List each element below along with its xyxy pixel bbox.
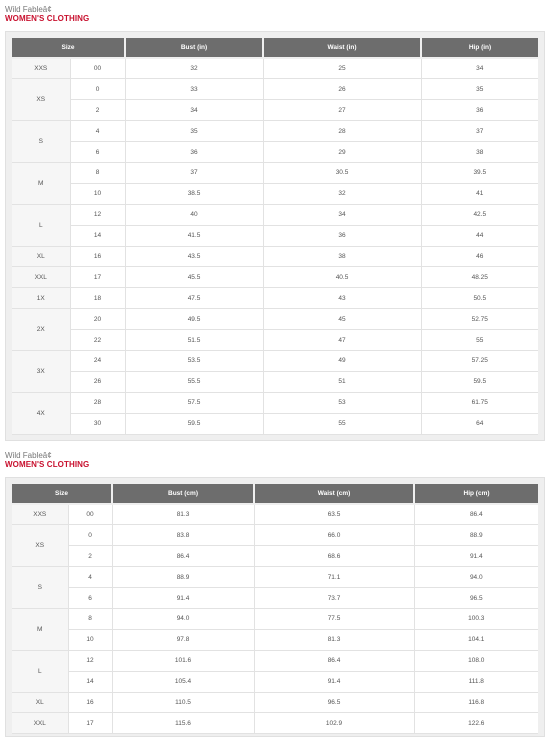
hip-cell: 55: [421, 330, 538, 351]
bust-cell: 110.5: [112, 692, 254, 713]
table-row: [12, 309, 538, 330]
size-label-cell: L: [12, 650, 68, 692]
waist-cell: 30.5: [263, 162, 421, 183]
hip-cell: 37: [421, 121, 538, 142]
bust-cell: 81.3: [112, 504, 254, 525]
section-title: WOMEN'S CLOTHING: [5, 460, 90, 469]
hip-cell: 111.8: [414, 671, 538, 692]
table-row: [12, 608, 538, 629]
hip-cell: 38: [421, 142, 538, 163]
hip-cell: 104.1: [414, 629, 538, 650]
waist-cell: 26: [263, 79, 421, 100]
bust-cell: 97.8: [112, 629, 254, 650]
hip-cell: 48.25: [421, 267, 538, 288]
waist-cell: 96.5: [254, 692, 414, 713]
waist-cell: 68.6: [254, 546, 414, 567]
waist-cell: 29: [263, 142, 421, 163]
waist-cell: 53: [263, 392, 421, 413]
size-number-cell: 18: [70, 288, 125, 309]
table-row: [12, 629, 538, 650]
bust-cell: 32: [125, 58, 263, 79]
table-row: [12, 58, 538, 79]
size-number-cell: 17: [70, 267, 125, 288]
waist-cell: 102.9: [254, 713, 414, 734]
size-number-cell: 00: [70, 58, 125, 79]
waist-cell: 43: [263, 288, 421, 309]
waist-cell: 55: [263, 413, 421, 434]
bust-cell: 41.5: [125, 225, 263, 246]
hip-cell: 44: [421, 225, 538, 246]
size-number-cell: 6: [68, 588, 112, 609]
size-label-cell: XXS: [12, 58, 70, 79]
hip-cell: 96.5: [414, 588, 538, 609]
size-label-cell: 3X: [12, 350, 70, 392]
size-number-cell: 16: [68, 692, 112, 713]
hip-cell: 59.5: [421, 371, 538, 392]
table-row: [12, 225, 538, 246]
hip-cell: 46: [421, 246, 538, 267]
bust-cell: 91.4: [112, 588, 254, 609]
size-label-cell: XXL: [12, 267, 70, 288]
hip-cell: 122.6: [414, 713, 538, 734]
size-label-cell: L: [12, 204, 70, 246]
waist-cell: 71.1: [254, 567, 414, 588]
bust-cell: 115.6: [112, 713, 254, 734]
bust-cell: 43.5: [125, 246, 263, 267]
hip-cell: 64: [421, 413, 538, 434]
bust-cell: 33: [125, 79, 263, 100]
waist-cell: 86.4: [254, 650, 414, 671]
table-row: [12, 183, 538, 204]
table-row: [12, 142, 538, 163]
size-table-body: [12, 58, 538, 434]
size-label-cell: XL: [12, 692, 68, 713]
bust-cell: 40: [125, 204, 263, 225]
table-row: [12, 350, 538, 371]
waist-cell: 32: [263, 183, 421, 204]
bust-cell: 34: [125, 100, 263, 121]
size-header: Size: [12, 484, 112, 504]
size-label-cell: S: [12, 567, 68, 609]
waist-cell: 25: [263, 58, 421, 79]
waist-cell: 73.7: [254, 588, 414, 609]
waist-cell: 63.5: [254, 504, 414, 525]
bust-cell: 59.5: [125, 413, 263, 434]
size-number-cell: 20: [70, 309, 125, 330]
bust-cell: 37: [125, 162, 263, 183]
size-label-cell: XS: [12, 79, 70, 121]
hip-cell: 41: [421, 183, 538, 204]
hip-cell: 91.4: [414, 546, 538, 567]
bust-cell: 101.6: [112, 650, 254, 671]
bust-cell: 55.5: [125, 371, 263, 392]
size-number-cell: 0: [68, 525, 112, 546]
waist-cell: 36: [263, 225, 421, 246]
table-row: [12, 371, 538, 392]
table-row: [12, 713, 538, 734]
size-table-cm: [12, 484, 538, 734]
waist-cell: 38: [263, 246, 421, 267]
hip-cell: 88.9: [414, 525, 538, 546]
waist-cell: 49: [263, 350, 421, 371]
table-row: [12, 330, 538, 351]
hip-cell: 34: [421, 58, 538, 79]
size-number-cell: 2: [68, 546, 112, 567]
size-number-cell: 8: [70, 162, 125, 183]
size-label-cell: M: [12, 608, 68, 650]
waist-cell: 81.3: [254, 629, 414, 650]
hip-cell: 36: [421, 100, 538, 121]
bust-cell: 51.5: [125, 330, 263, 351]
table-row: [12, 525, 538, 546]
size-number-cell: 00: [68, 504, 112, 525]
table-row: [12, 79, 538, 100]
size-number-cell: 22: [70, 330, 125, 351]
waist-cell: 27: [263, 100, 421, 121]
waist-cell: 28: [263, 121, 421, 142]
size-number-cell: 12: [68, 650, 112, 671]
bust-cell: 86.4: [112, 546, 254, 567]
size-number-cell: 14: [68, 671, 112, 692]
hip-cell: 86.4: [414, 504, 538, 525]
size-label-cell: XXS: [12, 504, 68, 525]
hip-cell: 42.5: [421, 204, 538, 225]
waist-header: Waist (cm): [254, 484, 414, 504]
table-row: [12, 392, 538, 413]
bust-cell: 45.5: [125, 267, 263, 288]
hip-cell: 50.5: [421, 288, 538, 309]
table-row: [12, 288, 538, 309]
hip-cell: 61.75: [421, 392, 538, 413]
size-chart-cm-section: [0, 442, 550, 733]
waist-cell: 66.0: [254, 525, 414, 546]
bust-cell: 57.5: [125, 392, 263, 413]
size-number-cell: 16: [70, 246, 125, 267]
size-number-cell: 28: [70, 392, 125, 413]
waist-cell: 77.5: [254, 608, 414, 629]
size-label-cell: 1X: [12, 288, 70, 309]
waist-cell: 45: [263, 309, 421, 330]
bust-cell: 83.8: [112, 525, 254, 546]
hip-cell: 57.25: [421, 350, 538, 371]
bust-cell: 94.0: [112, 608, 254, 629]
hip-cell: 108.0: [414, 650, 538, 671]
size-number-cell: 4: [70, 121, 125, 142]
size-label-cell: M: [12, 162, 70, 204]
table-row: [12, 567, 538, 588]
size-number-cell: 2: [70, 100, 125, 121]
table-row: [12, 671, 538, 692]
bust-cell: 36: [125, 142, 263, 163]
table-row: [12, 162, 538, 183]
size-label-cell: XS: [12, 525, 68, 567]
size-table-inches: [12, 38, 538, 435]
bust-header: Bust (cm): [112, 484, 254, 504]
size-number-cell: 26: [70, 371, 125, 392]
bust-cell: 53.5: [125, 350, 263, 371]
bust-header: Bust (in): [125, 38, 263, 58]
size-number-cell: 0: [70, 79, 125, 100]
size-number-cell: 17: [68, 713, 112, 734]
waist-header: Waist (in): [263, 38, 421, 58]
bust-cell: 105.4: [112, 671, 254, 692]
brand-name: Wild Fableâ¢: [5, 451, 52, 460]
size-table-body: [12, 504, 538, 734]
bust-cell: 88.9: [112, 567, 254, 588]
size-number-cell: 24: [70, 350, 125, 371]
section-title: WOMEN'S CLOTHING: [5, 14, 90, 23]
size-number-cell: 6: [70, 142, 125, 163]
bust-cell: 38.5: [125, 183, 263, 204]
size-label-cell: 4X: [12, 392, 70, 434]
size-number-cell: 8: [68, 608, 112, 629]
table-row: [12, 413, 538, 434]
size-number-cell: 4: [68, 567, 112, 588]
table-row: [12, 692, 538, 713]
size-label-cell: 2X: [12, 309, 70, 351]
size-header: Size: [12, 38, 125, 58]
size-number-cell: 12: [70, 204, 125, 225]
hip-cell: 52.75: [421, 309, 538, 330]
table-row: [12, 121, 538, 142]
size-label-cell: S: [12, 121, 70, 163]
table-row: [12, 650, 538, 671]
brand-name: Wild Fableâ¢: [5, 5, 52, 14]
hip-header: Hip (in): [421, 38, 538, 58]
table-row: [12, 588, 538, 609]
table-row: [12, 204, 538, 225]
size-label-cell: XXL: [12, 713, 68, 734]
table-row: [12, 246, 538, 267]
bust-cell: 49.5: [125, 309, 263, 330]
size-number-cell: 14: [70, 225, 125, 246]
hip-cell: 100.3: [414, 608, 538, 629]
hip-cell: 39.5: [421, 162, 538, 183]
table-row: [12, 504, 538, 525]
table-row: [12, 267, 538, 288]
size-number-cell: 30: [70, 413, 125, 434]
hip-header: Hip (cm): [414, 484, 538, 504]
size-number-cell: 10: [68, 629, 112, 650]
size-number-cell: 10: [70, 183, 125, 204]
size-label-cell: XL: [12, 246, 70, 267]
waist-cell: 51: [263, 371, 421, 392]
bust-cell: 47.5: [125, 288, 263, 309]
table-row: [12, 546, 538, 567]
waist-cell: 40.5: [263, 267, 421, 288]
hip-cell: 35: [421, 79, 538, 100]
waist-cell: 34: [263, 204, 421, 225]
waist-cell: 91.4: [254, 671, 414, 692]
table-row: [12, 100, 538, 121]
bust-cell: 35: [125, 121, 263, 142]
waist-cell: 47: [263, 330, 421, 351]
hip-cell: 116.8: [414, 692, 538, 713]
hip-cell: 94.0: [414, 567, 538, 588]
